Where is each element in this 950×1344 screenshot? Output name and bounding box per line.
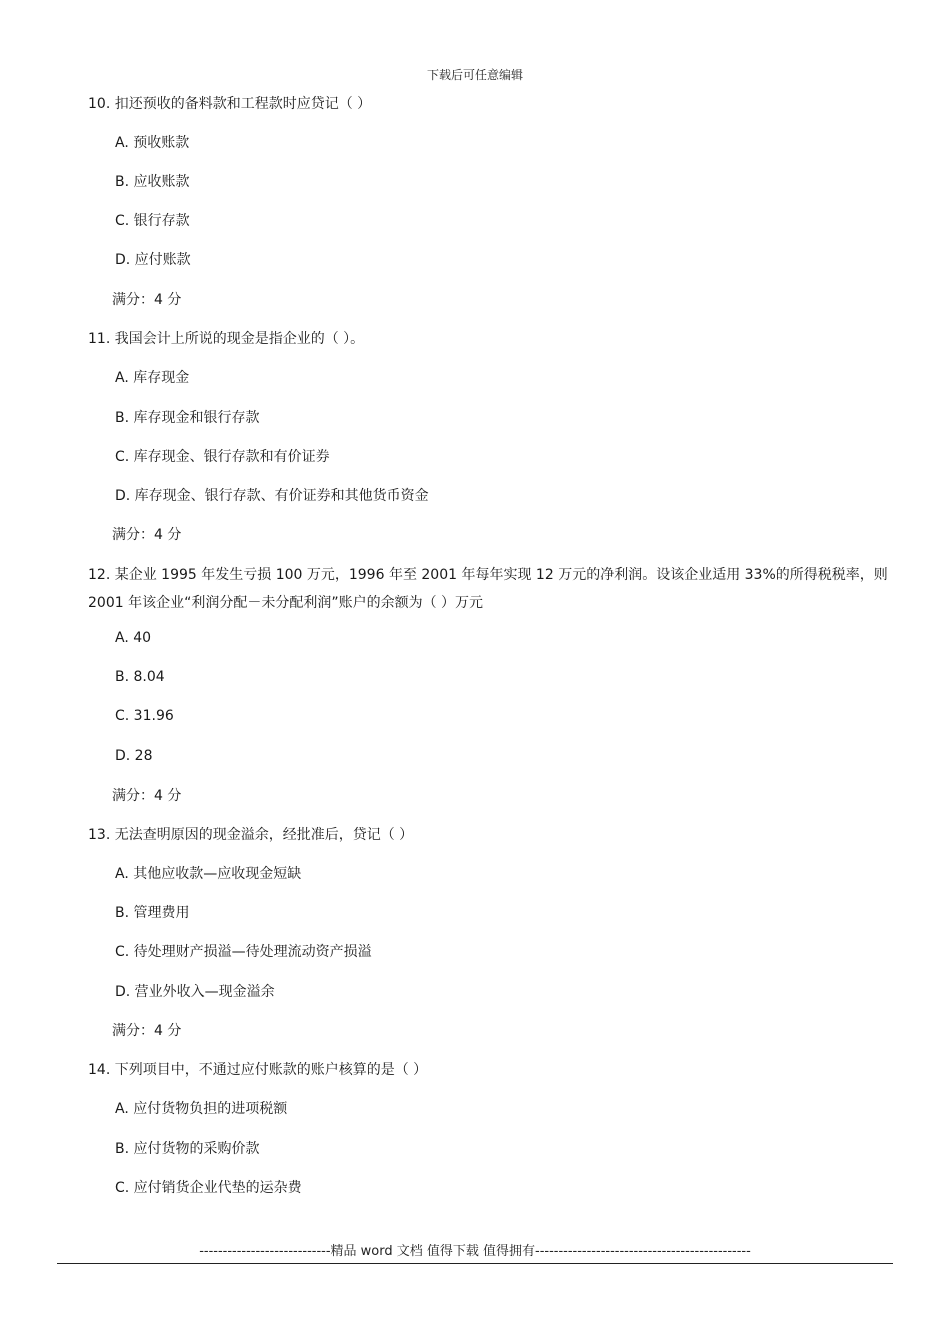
option-d: D. 28: [115, 748, 153, 764]
option-d: D. 营业外收入—现金溢余: [115, 984, 275, 1000]
option-a: A. 40: [115, 630, 152, 646]
question-title: 13. 无法查明原因的现金溢余，经批准后，贷记（ ）: [88, 827, 414, 843]
option-a: A. 预收账款: [115, 135, 190, 151]
option-a: A. 应付货物负担的进项税额: [115, 1101, 288, 1117]
option-b: B. 管理费用: [115, 905, 190, 921]
option-c: C. 待处理财产损溢—待处理流动资产损溢: [115, 944, 372, 960]
option-b: B. 应付货物的采购价款: [115, 1141, 260, 1157]
question-title: 14. 下列项目中，不通过应付账款的账户核算的是（ ）: [88, 1062, 428, 1078]
option-b: B. 库存现金和银行存款: [115, 410, 260, 426]
question-title: 12. 某企业 1995 年发生亏损 100 万元，1996 年至 2001 年每年实现 12 万元的净利润。设该企业适用 33%的所得税税率，则 2001 年该企业“利润分配－未分配利润”账户的余额为（ ）万元: [88, 567, 888, 611]
question-title: 10. 扣还预收的备料款和工程款时应贷记（ ）: [88, 96, 372, 112]
option-c: C. 31.96: [115, 708, 174, 724]
score-label: 满分：4 分: [112, 788, 182, 804]
option-b: B. 8.04: [115, 669, 165, 685]
footer-divider: [57, 1263, 893, 1264]
option-c: C. 银行存款: [115, 213, 190, 229]
option-c: C. 库存现金、银行存款和有价证券: [115, 449, 330, 465]
score-label: 满分：4 分: [112, 1023, 182, 1039]
score-label: 满分：4 分: [112, 292, 182, 308]
score-label: 满分：4 分: [112, 527, 182, 543]
option-d: D. 应付账款: [115, 252, 191, 268]
option-d: D. 库存现金、银行存款、有价证券和其他货币资金: [115, 488, 429, 504]
option-b: B. 应收账款: [115, 174, 190, 190]
option-c: C. 应付销货企业代垫的运杂费: [115, 1180, 302, 1196]
page-footer: ----------------------------精品 word 文档 值得下载 值得拥有----------------------------------------------: [199, 1244, 751, 1259]
page-header: 下载后可任意编辑: [426, 68, 523, 82]
option-a: A. 其他应收款—应收现金短缺: [115, 866, 302, 882]
option-a: A. 库存现金: [115, 370, 190, 386]
question-title: 11. 我国会计上所说的现金是指企业的（ ）。: [88, 331, 365, 347]
